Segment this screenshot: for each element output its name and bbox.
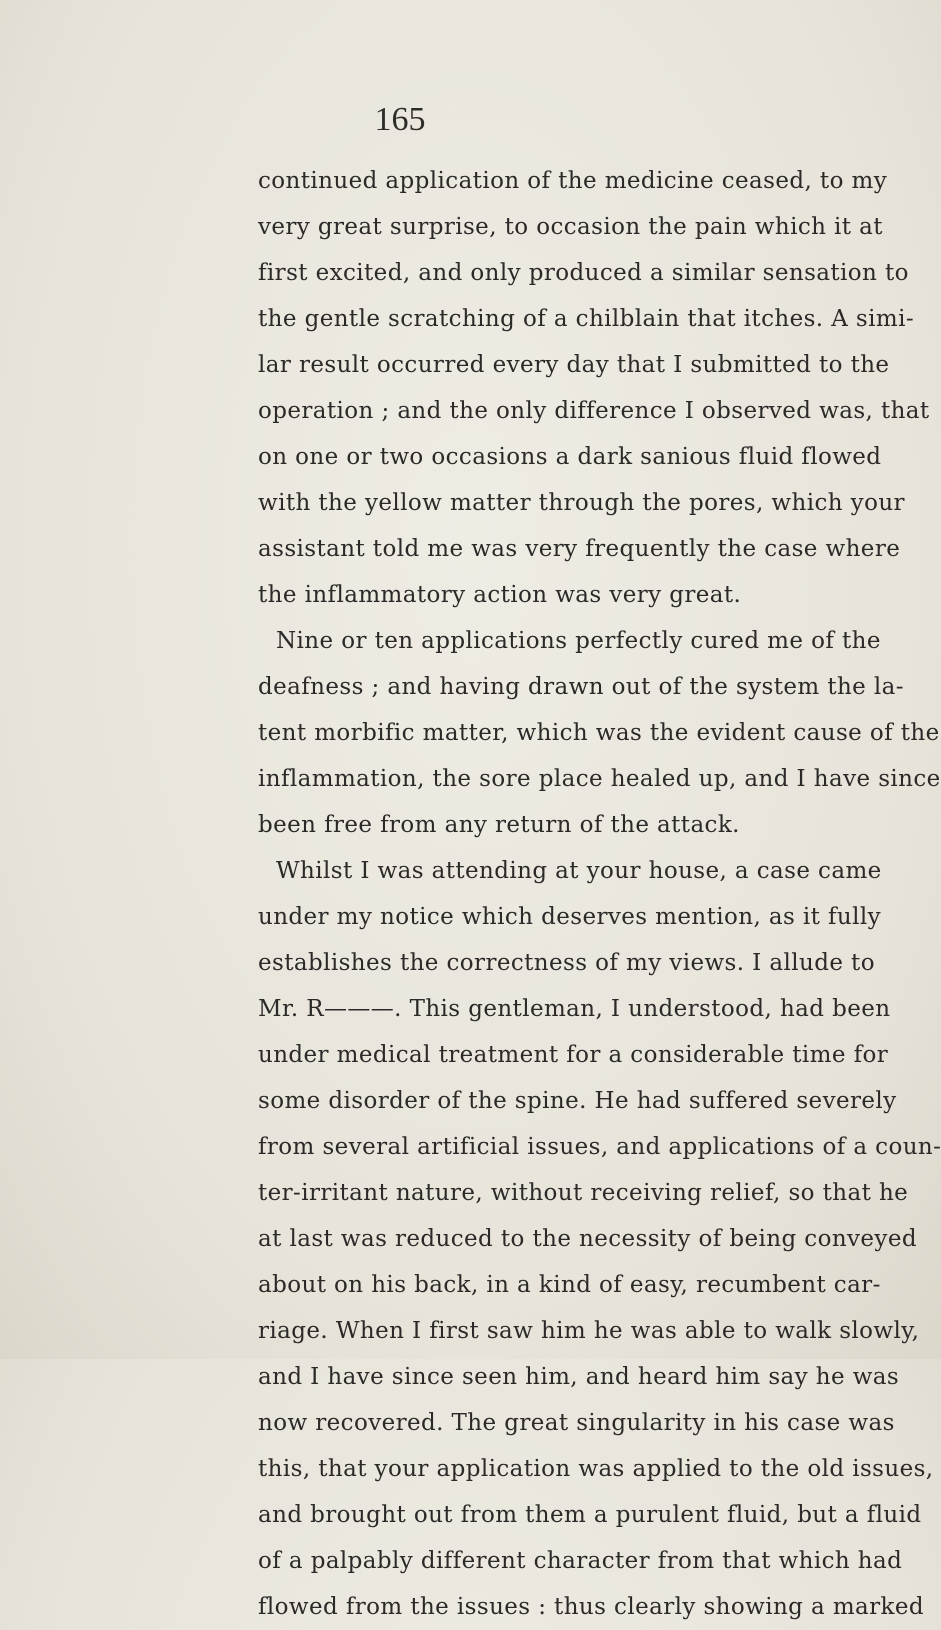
text-line: with the yellow matter through the pores, which your — [258, 490, 905, 516]
text-line: this, that your application was applied to the old issues, — [258, 1456, 934, 1482]
text-line: tent morbific matter, which was the evident cause of the — [258, 720, 940, 746]
text-line: on one or two occasions a dark sanious fluid flowed — [258, 444, 882, 470]
text-line: establishes the correctness of my views. I allude to — [258, 950, 875, 976]
text-line: Whilst I was attending at your house, a case came — [276, 858, 882, 884]
text-line: assistant told me was very frequently the case where — [258, 536, 901, 562]
page-number: 165 — [374, 101, 426, 138]
text-line: inflammation, the sore place healed up, and I have since — [258, 766, 941, 792]
text-line: very great surprise, to occasion the pain which it at — [258, 214, 883, 240]
text-line: continued application of the medicine ceased, to my — [258, 168, 888, 194]
text-line: ter-irritant nature, without receiving relief, so that he — [258, 1180, 909, 1206]
text-line: lar result occurred every day that I submitted to the — [258, 352, 890, 378]
text-line: operation ; and the only difference I observed was, that — [258, 398, 930, 424]
text-line: and brought out from them a purulent fluid, but a fluid — [258, 1502, 922, 1528]
text-line: the gentle scratching of a chilblain that itches. A simi- — [258, 306, 915, 332]
text-line: flowed from the issues : thus clearly showing a marked — [258, 1594, 925, 1620]
text-line: deafness ; and having drawn out of the system the la- — [258, 674, 904, 700]
text-line: Nine or ten applications perfectly cured me of the — [276, 628, 881, 654]
text-line: been free from any return of the attack. — [258, 812, 740, 838]
text-line: and I have since seen him, and heard him say he was — [258, 1364, 900, 1390]
text-line: some disorder of the spine. He had suffered severely — [258, 1088, 897, 1114]
text-line: from several artificial issues, and applications of a coun- — [258, 1134, 941, 1160]
text-line: the inflammatory action was very great. — [258, 582, 742, 608]
text-line: riage. When I first saw him he was able to walk slowly, — [258, 1318, 920, 1344]
text-line: under my notice which deserves mention, as it fully — [258, 904, 882, 930]
text-line: of a palpably different character from that which had — [258, 1548, 903, 1574]
body-text — [258, 158, 941, 1630]
text-line: first excited, and only produced a similar sensation to — [258, 260, 909, 286]
text-line: Mr. R———. This gentleman, I understood, had been — [258, 996, 891, 1022]
text-line: now recovered. The great singularity in his case was — [258, 1410, 895, 1436]
text-line: at last was reduced to the necessity of being conveyed — [258, 1226, 917, 1252]
text-line: under medical treatment for a considerable time for — [258, 1042, 889, 1068]
text-line: about on his back, in a kind of easy, recumbent car- — [258, 1272, 881, 1298]
